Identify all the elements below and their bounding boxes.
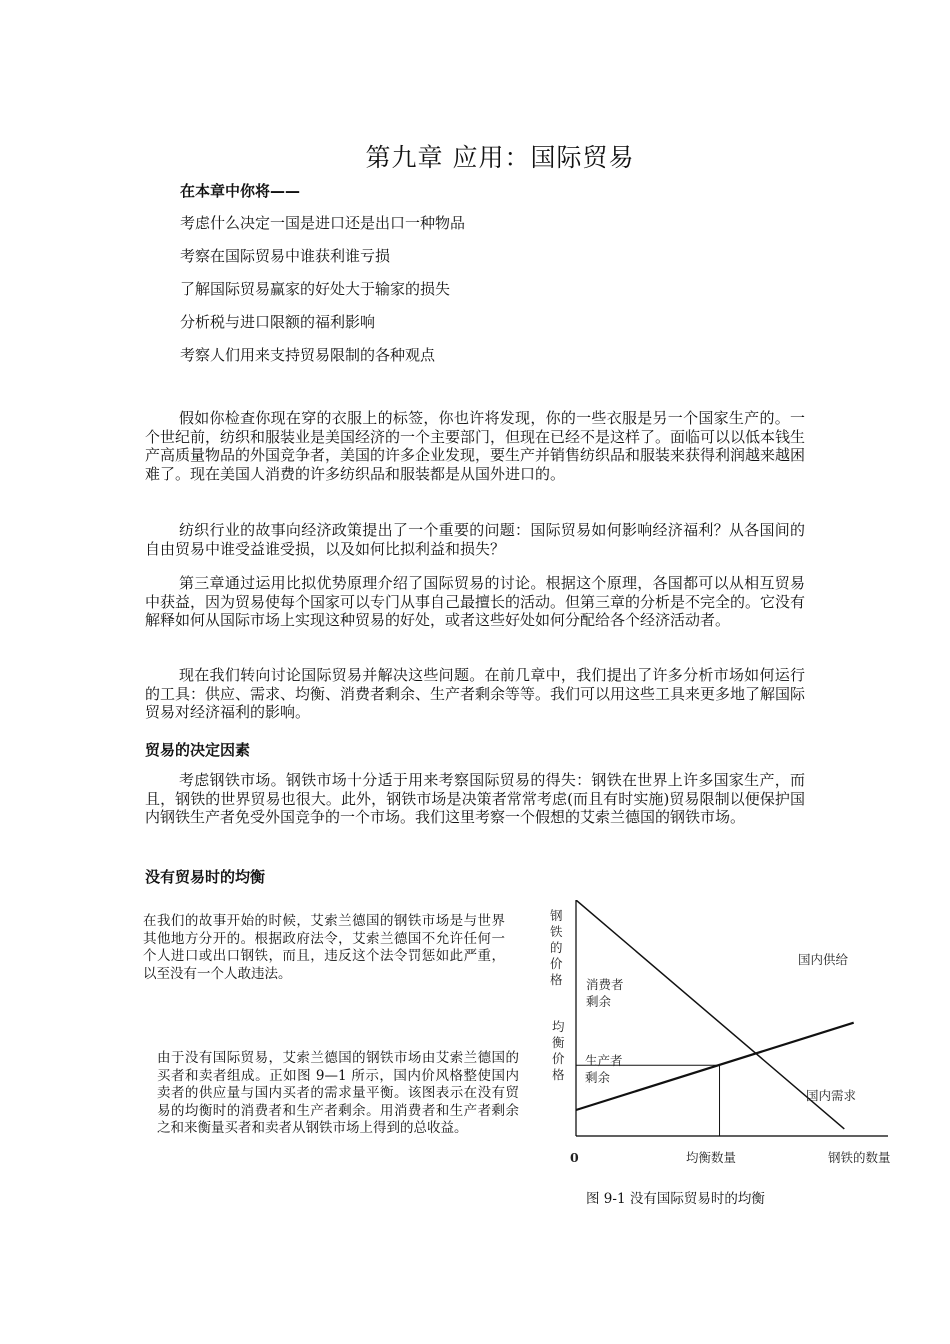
intro-heading: 在本章中你将—— <box>180 182 301 200</box>
body-paragraph: 考虑钢铁市场。钢铁市场十分适于用来考察国际贸易的得失：钢铁在世界上许多国家生产，而且，钢铁的世界贸易也很大。此外，钢铁市场是决策者常常考虑(而且有时实施)贸易限制以便保护国内钢铁生产者免受外国竞争的一个市场。我们这里考察一个假想的艾索兰德国的钢铁市场。 <box>145 771 805 826</box>
body-paragraph: 现在我们转向讨论国际贸易并解决这些问题。在前几章中，我们提出了许多分析市场如何运行的工具：供应、需求、均衡、消费者剩余、生产者剩余等等。我们可以用这些工具来更多地了解国际贸易对经济福利的影响。 <box>145 666 806 721</box>
side-paragraph: 由于没有国际贸易，艾索兰德国的钢铁市场由艾索兰德国的买者和卖者组成。正如图 9—1 所示，国内价风格整使国内卖者的供应量与国内买者的需求量平衡。该图表示在没有贸易的均衡时的消费者和生产者剩余。用消费者和生产者剩余之和来衡量买者和卖者从钢铁市场上得到的总收益。 <box>157 1050 519 1136</box>
eq-price-label-char: 价 <box>552 1051 565 1066</box>
y-axis-label-char: 格 <box>550 972 563 987</box>
producer-surplus-label: 生产者 <box>585 1053 623 1068</box>
supply-curve-label: 国内供给 <box>798 952 849 967</box>
section-heading-no-trade-equilibrium: 没有贸易时的均衡 <box>145 868 266 886</box>
side-paragraph: 在我们的故事开始的时候，艾索兰德国的钢铁市场是与世界其他地方分开的。根据政府法令，艾索兰德国不允许任何一个人进口或出口钢铁，而且，违反这个法令罚惩如此严重，以至没有一个人敢违法。 <box>143 913 505 982</box>
y-axis-label-char: 价 <box>550 956 563 971</box>
consumer-surplus-label: 消费者 <box>586 977 624 992</box>
y-axis-label-char: 铁 <box>550 924 563 939</box>
figure-caption: 图 9-1 没有国际贸易时的均衡 <box>586 1191 765 1207</box>
body-paragraph: 第三章通过运用比拟优势原理介绍了国际贸易的讨论。根据这个原理，各国都可以从相互贸易中获益，因为贸易使每个国家可以专门从事自己最擅长的活动。但第三章的分析是不完全的。它没有解释如何从国际市场上实现这种贸易的好处，或者这些好处如何分配给各个经济活动者。 <box>145 574 806 629</box>
body-paragraph: 纺织行业的故事向经济政策提出了一个重要的问题：国际贸易如何影响经济福利？从各国间的自由贸易中谁受益谁受损，以及如何比拟利益和损失？ <box>145 521 805 558</box>
y-axis-label-char: 的 <box>550 940 563 955</box>
eq-price-label-char: 格 <box>552 1067 565 1082</box>
demand-curve-line <box>576 900 844 1129</box>
y-axis-label-char: 钢 <box>550 908 563 923</box>
goal-item: 分析税与进口限额的福利影响 <box>180 313 376 331</box>
consumer-surplus-label: 剩余 <box>586 994 612 1009</box>
eq-quantity-label: 均衡数量 <box>686 1150 737 1165</box>
body-paragraph: 假如你检查你现在穿的衣服上的标签，你也许将发现，你的一些衣服是另一个国家生产的。一个世纪前，纺织和服装业是美国经济的一个主要部门，但现在已经不是这样了。面临可以以低本钱生产高质量物品的外国竞争者，美国的许多企业发现，要生产并销售纺织品和服装来获得利润越来越困难了。现在美国人消费的许多纺织品和服装都是从国外进口的。 <box>145 409 806 483</box>
eq-price-label-char: 均 <box>552 1019 565 1034</box>
figure-9-1-chart <box>548 900 908 1180</box>
goal-item: 考察在国际贸易中谁获利谁亏损 <box>180 247 391 265</box>
goal-item: 考察人们用来支持贸易限制的各种观点 <box>180 346 436 364</box>
x-axis-label: 钢铁的数量 <box>828 1150 891 1165</box>
producer-surplus-label: 剩余 <box>585 1070 611 1085</box>
chapter-title: 第九章 应用：国际贸易 <box>365 143 635 172</box>
eq-price-label-char: 衡 <box>552 1035 565 1050</box>
goal-item: 了解国际贸易赢家的好处大于输家的损失 <box>180 280 451 298</box>
demand-curve-label: 国内需求 <box>806 1088 857 1103</box>
section-heading-trade-determinants: 贸易的决定因素 <box>145 741 251 759</box>
origin-label: 0 <box>570 1150 579 1165</box>
goal-item: 考虑什么决定一国是进口还是出口一种物品 <box>180 214 466 232</box>
